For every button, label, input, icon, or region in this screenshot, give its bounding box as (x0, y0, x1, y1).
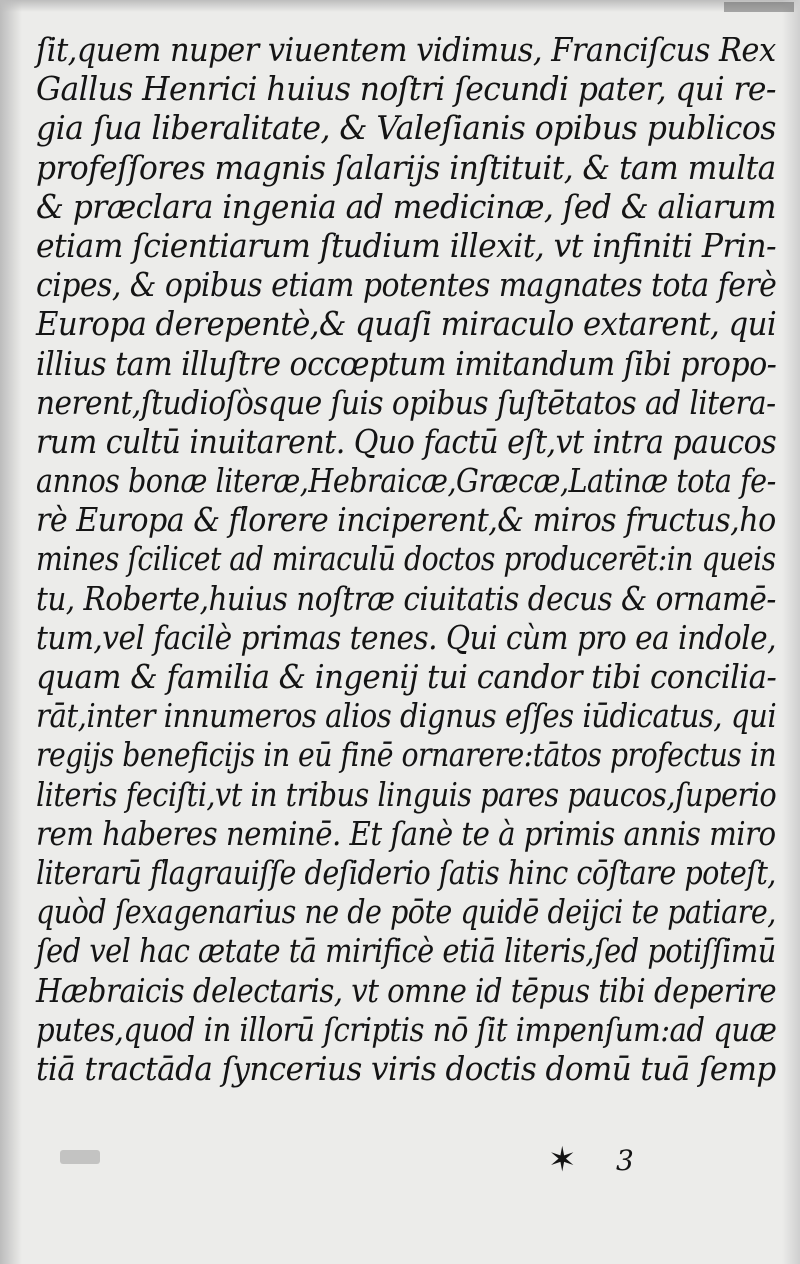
text-line: rum cultū inuitarent. Quo factū eſt,vt intra paucos (36, 421, 777, 461)
text-line: tiā tractāda ſyncerius viris doctis domū tuā ſemp (36, 1048, 776, 1088)
page-footer (0, 1140, 800, 1200)
text-line: rāt,inter innumeros alios dignus eſſes iūdicatus, qui (36, 696, 777, 736)
signature-mark: ✶ (548, 1140, 577, 1180)
text-line: Hæbraicis delectaris, vt omne id tēpus tibi deperire (36, 970, 777, 1010)
text-line: Gallus Henrici huius noſtri ſecundi pater, qui re- (36, 69, 776, 109)
text-line: putes,quod in illorū ſcriptis nō ſit impenſum:ad quæ (36, 1009, 777, 1049)
page-edge-right-shadow (782, 0, 800, 1264)
text-line: rè Europa & florere inciperent,& miros fructus,ho (36, 500, 776, 540)
text-line: annos bonæ literæ,Hebraicæ,Græcæ,Latinæ tota fe- (36, 461, 776, 501)
text-line: ſit,quem nuper viuentem vidimus, Franciſcus Rex (36, 30, 776, 69)
text-line: etiam ſcientiarum ſtudium illexit, vt infiniti Prin- (36, 225, 777, 265)
text-line: Europa derepentè,& quaſi miraculo extarent, qui (36, 304, 777, 344)
text-line: nerent,ſtudioſòsque ſuis opibus ſuſtētatos ad litera- (36, 382, 776, 422)
text-line: ſed vel hac ætate tā mirificè etiā literis,ſed potiſſimū (36, 931, 776, 971)
text-line: quam & familia & ingenij tui candor tibi concilia- (36, 657, 777, 696)
text-line: mines ſcilicet ad miraculū doctos producerēt:in queis (36, 539, 776, 579)
page-edge-top-shadow (0, 0, 800, 12)
text-line: tu, Roberte,huius noſtræ ciuitatis decus & ornamē- (36, 578, 776, 618)
corner-ink-mark (724, 2, 794, 12)
folio-number: 3 (616, 1144, 634, 1177)
text-line: & præclara ingenia ad medicinæ, ſed & aliarum (36, 186, 776, 226)
body-text (36, 30, 776, 1088)
text-line: profeſſores magnis ſalarijs inſtituit, & tam multa (36, 147, 776, 187)
text-line: regijs beneficijs in eū finē ornarere:tātos profectus in (36, 735, 777, 775)
text-line: tum,vel facilè primas tenes. Qui cùm pro ea indole, (36, 617, 776, 657)
text-line: gia ſua liberalitate, & Valeſianis opibus publicos (36, 108, 776, 148)
text-line: rem haberes neminē. Et ſanè te à primis annis miro (36, 813, 776, 853)
text-line: illius tam illuſtre occœptum imitandum ſibi propo- (36, 343, 777, 383)
text-line: cipes, & opibus etiam potentes magnates tota ferè (36, 265, 777, 305)
page-edge-left-shadow (0, 0, 22, 1264)
text-line: quòd ſexagenarius ne de pōte quidē deijci te patiare, (36, 892, 776, 932)
text-line: literis feciſti,vt in tribus linguis pares paucos,ſuperio (36, 774, 777, 814)
text-line: literarū flagrauiſſe deſiderio ſatis hinc cōſtare poteſt, (36, 852, 776, 892)
